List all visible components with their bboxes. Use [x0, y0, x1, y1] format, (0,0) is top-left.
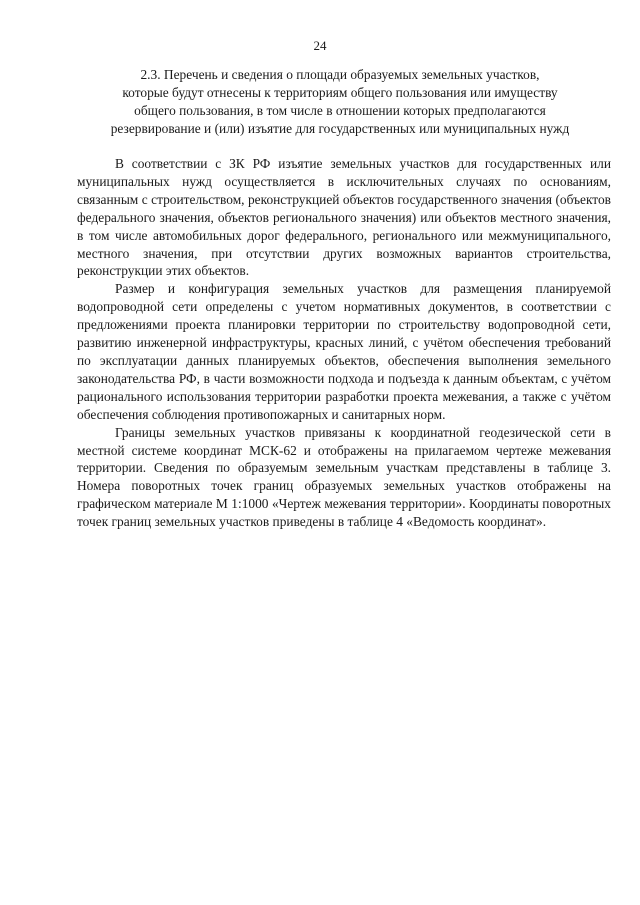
paragraph-plot-boundaries: Границы земельных участков привязаны к координатной геодезической сети в местной системе координат МСК-62 и отображены на прилагаемом чертеже межевания территории. Сведения по образуемым земельным участкам представлены в таблице 3. Номера поворотных точек границ образуемых земельных участков отображены на графическом материале М 1:1000 «Чертеж межевания территории». Координаты поворотных точек границ земельных участков приведены в таблице 4 «Ведомость координат». — [77, 424, 611, 530]
section-title-line: общего пользования, в том числе в отношении которых предполагаются — [134, 103, 546, 118]
section-title — [80, 66, 600, 138]
body-text — [77, 155, 611, 531]
page-number: 24 — [313, 38, 327, 53]
section-title-line: которые будут отнесены к территориям общего пользования или имуществу — [122, 85, 558, 100]
paragraph-land-seizure: В соответствии с ЗК РФ изъятие земельных участков для государственных или муниципальных нужд осуществляется в исключительных случаях по основаниям, связанным с строительством, реконструкцией объектов государственного значения (объектов федерального значения, объектов регионального значения) или объектов местного значения, в том числе автомобильных дорог федерального, регионального или межмуниципального, местного значения, при отсутствии других возможных вариантов строительства, реконструкции этих объектов. — [77, 156, 611, 279]
section-title-line: резервирование и (или) изъятие для государственных или муниципальных нужд — [110, 121, 570, 136]
section-title-line: 2.3. Перечень и сведения о площади образуемых земельных участков, — [140, 67, 540, 82]
paragraph-plot-size: Размер и конфигурация земельных участков для размещения планируемой водопроводной сети определены с учетом нормативных документов, в соответствии с предложениями проекта планировки территории по строительству водопроводной сети, развитию инженерной инфраструктуры, красных линий, с учётом обеспечения требований по эксплуатации данных планируемых объектов, обеспечения выполнения земельного законодательства РФ, в части возможности подхода и подъезда к данным объектам, с учётом рационального использования территории разработки проекта межевания, а также с учётом обеспечения соблюдения противопожарных и санитарных норм. — [77, 281, 611, 422]
